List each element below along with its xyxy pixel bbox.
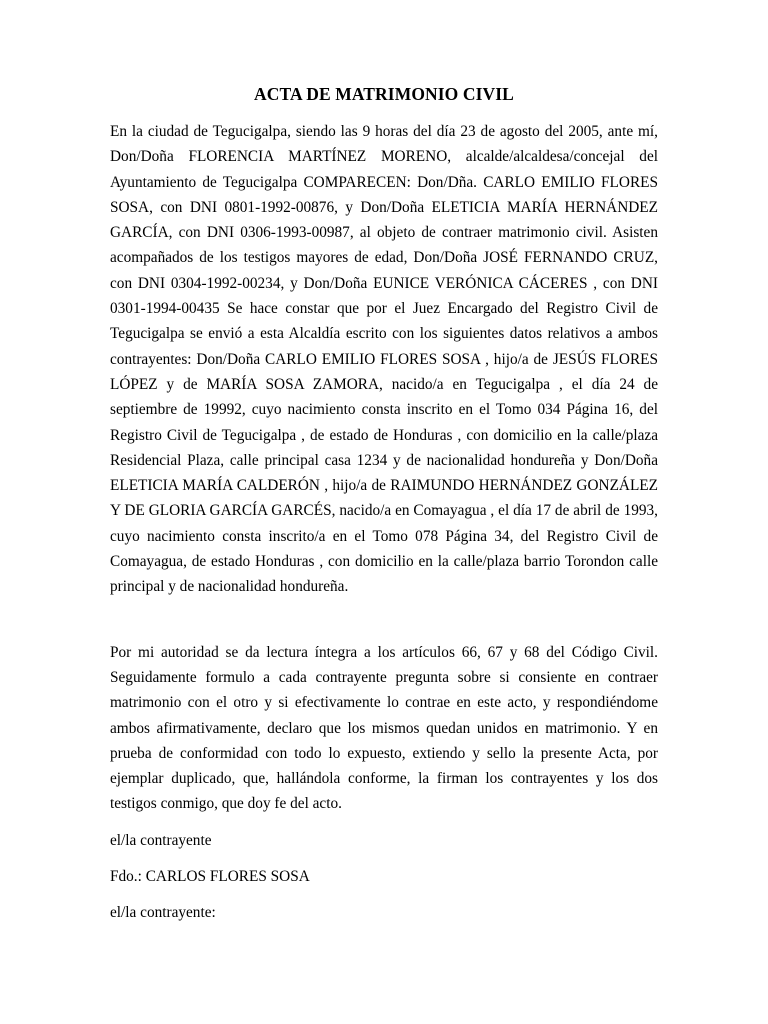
body-paragraph-1: En la ciudad de Tegucigalpa, siendo las 9 horas del día 23 de agosto del 2005, ante mí, Don/Doña FLORENCIA MARTÍNEZ MORENO, alcalde/alcaldesa/concejal del Ayuntamiento de Tegucigalpa COMPARECEN: Don/Dña. CARLO EMILIO FLORES SOSA, con DNI 0801-1992-00876, y Don/Doña ELETICIA MARÍA HERNÁNDEZ GARCÍA, con DNI 0306-1993-00987, al objeto de contraer matrimonio civil. Asisten acompañados de los testigos mayores de edad, Don/Doña JOSÉ FERNANDO CRUZ, con DNI 0304-1992-00234, y Don/Doña EUNICE VERÓNICA CÁCERES , con DNI 0301-1994-00435 Se hace constar que por el Juez Encargado del Registro Civil de Tegucigalpa se envió a esta Alcaldía escrito con los siguientes datos relativos a ambos contrayentes: Don/Doña CARLO EMILIO FLORES SOSA , hijo/a de JESÚS FLORES LÓPEZ y de MARÍA SOSA ZAMORA, nacido/a en Tegucigalpa , el día 24 de septiembre de 19992, cuyo nacimiento consta inscrito en el Tomo 034 Página 16, del Registro Civil de Tegucigalpa , de estado de Honduras , con domicilio en la calle/plaza Residencial Plaza, calle principal casa 1234 y de nacionalidad hondureña y Don/Doña ELETICIA MARÍA CALDERÓN , hijo/a de RAIMUNDO HERNÁNDEZ GONZÁLEZ Y DE GLORIA GARCÍA GARCÉS, nacido/a en Comayagua , el día 17 de abril de 1993, cuyo nacimiento consta inscrito/a en el Tomo 078 Página 34, del Registro Civil de Comayagua, de estado Honduras , con domicilio en la calle/plaza barrio Torondon calle principal y de nacionalidad hondureña. xyxy=(110,123,658,596)
document-title: ACTA DE MATRIMONIO CIVIL xyxy=(254,84,514,104)
spacer xyxy=(110,817,658,828)
signature-line-1: el/la contrayente xyxy=(110,831,212,849)
spacer xyxy=(110,853,658,864)
document-page xyxy=(110,84,658,926)
spacer xyxy=(110,889,658,900)
body-paragraph-2: Por mi autoridad se da lectura íntegra a los artículos 66, 67 y 68 del Código Civil. Seguidamente formulo a cada contrayente pregunta sobre si consiente en contraer matrimonio con el otro y si efectivamente lo contrae en este acto, y respondiéndome ambos afirmativamente, declaro que los mismos quedan unidos en matrimonio. Y en prueba de conformidad con todo lo expuesto, extiendo y sello la presente Acta, por ejemplar duplicado, que, hallándola conforme, la firman los contrayentes y los dos testigos conmigo, que doy fe del acto. xyxy=(110,643,658,813)
signature-line-3: el/la contrayente: xyxy=(110,904,216,922)
signature-line-2: Fdo.: CARLOS FLORES SOSA xyxy=(110,868,310,886)
